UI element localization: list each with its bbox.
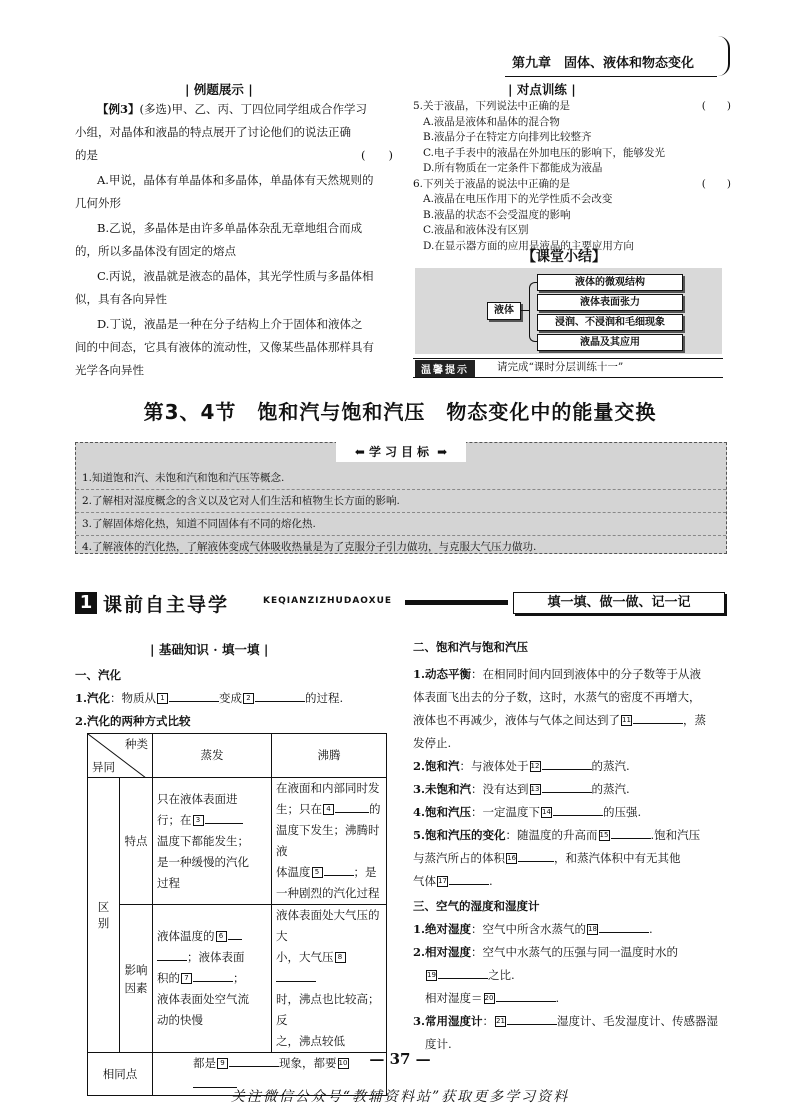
tip-label: 温馨提示 xyxy=(415,360,475,377)
tip-bar xyxy=(413,358,723,378)
row-same: 相同点 xyxy=(88,1053,153,1096)
banner-pinyin: KEQIANZIZHUDAOXUE xyxy=(263,596,393,606)
footer-note: 关注微信公众号“教辅资料站”获取更多学习资料 xyxy=(230,1089,570,1105)
objectives-list xyxy=(76,467,726,558)
banner-rule xyxy=(405,600,508,605)
col-evaporation: 蒸发 xyxy=(153,734,272,778)
row-factors: 影响因素 xyxy=(120,905,153,1053)
banner-number: 1 xyxy=(75,592,97,614)
page-number: — 37 — xyxy=(369,1050,431,1068)
mindmap-item: 液体表面张力 xyxy=(537,294,683,311)
objective-item: 2.了解相对湿度概念的含义以及它对人们生活和植物生长方面的影响. xyxy=(76,490,726,513)
row-features: 特点 xyxy=(120,778,153,905)
objective-item: 1.知道饱和汽、未饱和汽和饱和汽压等概念. xyxy=(76,467,726,490)
example-block: 【例3】(多选)甲、乙、丙、丁四位同学组成合作学习 小组，对晶体和液晶的特点展开了讨论他们的说法正确 的是 ( ) A.甲说，晶体有单晶体和多晶体，单晶体有天然规则的 几何外形 B.乙说，多晶体是由许多单晶体杂乱无章地组合而成 的，所以多晶体没有固定的熔点 C.丙说，液晶就是液态的晶体，其光学性质与多晶体相 似，具有各向异性 D.丁说，液晶是一种在分子结构上介于固体和液体之 间的中间态，它具有液体的流动性，又像某些晶体那样具有 光学各向异性 xyxy=(75,102,393,377)
mindmap-item: 液体的微观结构 xyxy=(537,274,683,291)
summary-title: 【课堂小结】 xyxy=(522,249,606,265)
header-bracket xyxy=(718,36,730,76)
section-heading: 第3、4节 饱和汽与饱和汽压 物态变化中的能量交换 xyxy=(143,400,657,424)
objective-item: 3.了解固体熔化热，知道不同固体有不同的熔化热. xyxy=(76,513,726,536)
basic-title: | 基础知识 · 填一填 | xyxy=(150,642,269,657)
banner-right: 填一填、做一做、记一记 xyxy=(513,592,725,614)
cell-evap-factors: 液体温度的 6 ；液体表面 积的 7 ； 液体表面处空气流 动的快慢 xyxy=(153,905,272,1053)
row-group-diff: 区 别 xyxy=(88,778,120,1053)
objectives-title: ⬅ 学习目标 ➡ xyxy=(336,442,466,462)
cell-boil-features: 在液面和内部同时发 生；只在 4 的 温度下发生；沸腾时液 体温度 5 ；是 一种剧烈的汽化过程 xyxy=(272,778,387,905)
basic-right: 二、饱和汽与饱和汽压 1.动态平衡：在相同时间内回到液体中的分子数等于从液 体表面飞出去的分子数，这时，水蒸气的密度不再增大， 液体也不再减少，液体与气体之间达到了 11 ，蒸 发停止. 2.饱和汽：与液体处于 12 的蒸汽. 3.未饱和汽：没有达到 13 的蒸汽. 4.饱和汽压：一定温度下 14 的压强. 5.饱和汽压的变化：随温度的升高而 15 .饱和汽压 与蒸汽所占的体积 16 ，和蒸汽体积中有无其他 气体 17 . 三、空气的湿度和湿度计 1.绝对湿度：空气中所含水蒸气的 18 . 2.相对湿度：空气中水蒸气的压强与同一温度时水的 19 之比. 相对湿度＝ 20 . 3.常用湿度计： 21 湿度计、毛发湿度计、传感器湿 度计. xyxy=(413,640,719,1051)
summary-mindmap xyxy=(415,268,722,354)
practice-block: 5.关于液晶，下列说法中正确的是 ( ) A.液晶是液体和晶体的混合物 B.液晶分子在特定方向排列比较整齐 C.电子手表中的液晶在外加电压的影响下，能够发光 D.所有物质在一定条件下都能成为液晶 6.下列关于液晶的说法中正确的是 ( ) A.液晶在电压作用下的光学性质不会改变 B.液晶的状态不会受温度的影响 C.液晶和液体没有区别 D.在显示器方面的应用是液晶的主要应用方向 xyxy=(413,100,731,252)
practice-section-title: | 对点训练 | xyxy=(508,82,576,97)
basic-left: 一、汽化 1.汽化：物质从 1 变成 2 的过程. 2.汽化的两种方式比较 xyxy=(75,668,344,728)
chapter-banner xyxy=(75,592,725,614)
objectives-box xyxy=(75,442,727,554)
cell-boil-factors: 液体表面处大气压的大 小，大气压 8 时，沸点也比较高；反 之，沸点较低 xyxy=(272,905,387,1053)
banner-title: 课前自主导学 xyxy=(103,594,230,616)
col-boiling: 沸腾 xyxy=(272,734,387,778)
mindmap-root: 液体 xyxy=(487,302,521,320)
example-section-title: | 例题展示 | xyxy=(185,82,253,97)
objective-item: 4.了解液体的汽化热，了解液体变成气体吸收热量是为了克服分子引力做功，与克服大气压力做功. xyxy=(82,541,537,553)
cell-evap-features: 只在液体表面进 行；在 3 温度下都能发生； 是一种缓慢的汽化 过程 xyxy=(153,778,272,905)
cell-same: 都是 9 现象，都要 10 xyxy=(153,1053,387,1096)
header-rule xyxy=(505,76,717,77)
mindmap-item: 液晶及其应用 xyxy=(537,334,683,351)
table-corner: 种类 异同 xyxy=(88,734,153,778)
comparison-table xyxy=(87,733,387,1096)
mindmap-item: 浸润、不浸润和毛细现象 xyxy=(537,314,683,331)
tip-text: 请完成“课时分层训练十一” xyxy=(497,361,624,373)
mindmap-brace xyxy=(529,282,538,342)
mindmap-connector xyxy=(521,310,529,311)
chapter-header: 第九章 固体、液体和物态变化 xyxy=(512,56,695,71)
